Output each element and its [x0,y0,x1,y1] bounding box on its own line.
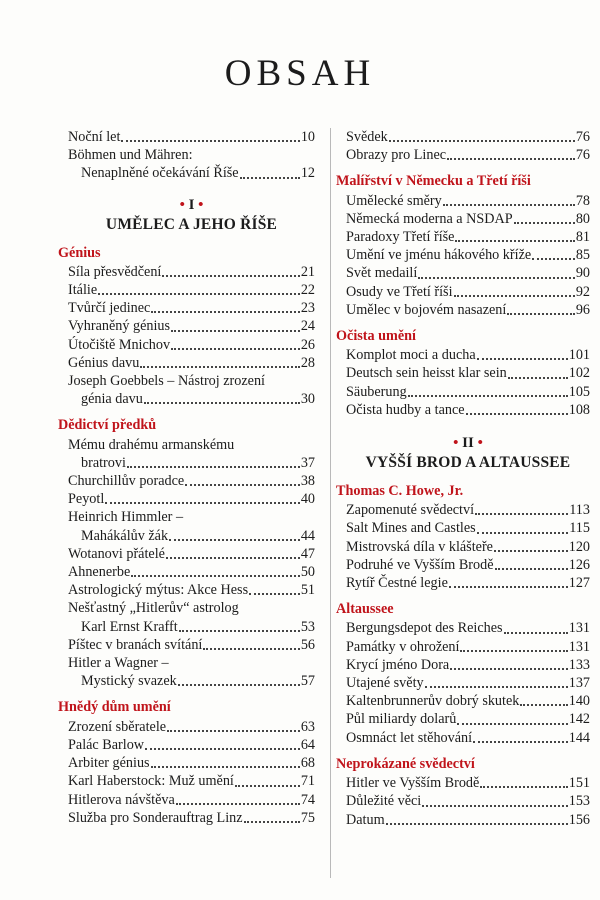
toc-entry-title: Obrazy pro Linec [346,147,447,164]
toc-entry [68,672,315,690]
toc-page-number: 108 [568,401,590,418]
toc-entry [68,490,315,508]
toc-page-number: 127 [568,575,590,592]
dot-leader [460,650,567,652]
dot-leader [127,466,300,468]
dot-leader [240,177,300,179]
toc-entry [68,299,315,317]
toc-page-number: 153 [568,793,590,810]
toc-page-number: 53 [300,618,315,635]
toc-entry [346,774,590,792]
toc-page-number: 96 [575,301,590,318]
toc-entry [68,128,315,146]
part-title: VYŠŠÍ BROD A ALTAUSSEE [365,454,571,472]
toc-entry-title: Paradoxy Třetí říše [346,229,455,246]
toc-page-number: 12 [300,165,315,182]
dot-leader [457,723,567,725]
dot-leader [131,575,300,577]
toc-entry-title: Mistrovská díla v klášteře [346,538,493,555]
toc-entry-title: Hitlerova návštěva [68,791,175,808]
toc-entry-title: Karl Ernst Krafft [81,618,178,635]
toc-entry [68,791,315,809]
dot-leader [389,140,575,142]
toc-page-number: 120 [568,538,590,555]
dot-leader [520,704,567,706]
toc-entry-title: Svět medailí [346,265,418,282]
toc-entry-title: Hitler ve Vyšším Brodě [346,775,480,792]
toc-entry [346,364,590,382]
dot-leader [166,557,300,559]
toc-entry [68,809,315,827]
toc-entry-title: Nenaplněné očekávání Říše [81,165,239,182]
toc-page-number: 50 [300,564,315,581]
toc-entry-title: Noční let [68,129,121,145]
toc-entry-line: Hitler a Wagner – [68,655,169,672]
toc-entry [68,281,315,299]
toc-entry-title: Säuberung [346,383,407,400]
toc-entry [346,246,590,264]
toc-page-number: 74 [300,791,315,808]
toc-entry-title: Německá moderna a NSDAP [346,210,513,227]
dot-leader [408,395,568,397]
dot-leader [514,222,575,224]
dot-leader [162,275,299,277]
toc-entry-title: Síla přesvědčení [68,263,162,280]
dot-leader [454,295,575,297]
toc-entry-title: Vyhraněný génius [68,318,171,335]
toc-entry-title: Utajené světy [346,675,424,692]
toc-entry-title: Tvůrčí jedinec [68,300,151,317]
toc-page-number: 56 [300,636,315,653]
toc-entry [346,283,590,301]
part-numeral: • II • [453,435,483,452]
dot-leader [121,140,299,142]
toc-page-number: 30 [300,391,315,408]
toc-entry-title: Peyotl [68,491,105,508]
dot-leader [475,513,568,515]
section-heading: Génius [58,244,101,261]
toc-entry [68,581,315,599]
dot-leader [443,204,575,206]
toc-entry-title: Churchillův poradce [68,473,185,490]
toc-entry-title: Podruhé ve Vyšším Brodě [346,556,494,573]
toc-entry [68,317,315,335]
toc-page-number: 115 [569,520,590,537]
dot-leader [144,402,300,404]
toc-entry [346,501,590,519]
dot-leader [480,786,567,788]
toc-entry [346,729,590,747]
part-title: UMĚLEC A JEHO ŘÍŠE [105,215,278,233]
toc-entry [346,146,590,164]
dot-leader [151,311,299,313]
toc-entry-line: Nešťastný „Hitlerův“ astrolog [68,600,239,617]
toc-entry-title: Píštec v branách svítání [68,636,203,653]
dot-leader [449,586,568,588]
toc-sections-left [58,244,315,827]
toc-entry-title: Karl Haberstock: Muž umění [68,773,234,790]
toc-entry-title: Mystický svazek [81,673,177,690]
toc-page-number: 140 [568,693,590,710]
toc-page-number: 85 [575,247,590,264]
toc-entry [346,692,590,710]
toc-entry-title: Komplot moci a ducha [346,347,476,364]
toc-page-number: 131 [568,620,590,637]
toc-entry [346,574,590,592]
part-numeral: • I • [179,196,204,213]
toc-page-number: 47 [300,545,315,562]
section-heading: Hnědý dům umění [58,699,171,716]
toc-page-number: 68 [300,755,315,772]
toc-page-number: 126 [568,556,590,573]
dot-leader [167,730,300,732]
toc-entry-title: Umění ve jménu hákového kříže [346,247,532,264]
toc-entry-line: Mému drahému armanskému [68,436,235,453]
toc-page-number: 24 [300,318,315,335]
toc-page-number: 40 [300,491,315,508]
toc-page-number: 76 [575,129,590,145]
toc-page-number: 105 [568,383,590,400]
toc-entry [346,128,590,146]
toc-entry [346,538,590,556]
part-heading-1 [68,196,315,236]
toc-page-number: 37 [300,454,315,471]
toc-entry-title: Služba pro Sonderauftrag Linz [68,809,243,826]
dot-leader [235,785,300,787]
toc-entry [346,228,590,246]
toc-page-number: 23 [300,300,315,317]
dot-leader [508,377,568,379]
toc-entry [68,618,315,636]
toc-intro-right [346,128,590,164]
toc-entry [346,556,590,574]
dot-leader [178,684,300,686]
toc-page-number: 144 [568,729,590,746]
dot-leader [447,158,575,160]
toc-entry-title: Útočiště Mnichov [68,336,171,353]
toc-page-number: 78 [575,192,590,209]
dot-leader [98,293,300,295]
toc-sections-right-b [336,482,590,829]
section-heading: Dědictví předků [58,417,157,434]
toc-entry-title: Očista hudby a tance [346,401,465,418]
toc-page-number: 64 [300,736,315,753]
toc-page-number: 151 [568,775,590,792]
toc-entry-title: Palác Barlow [68,736,145,753]
toc-page-number: 28 [300,354,315,371]
toc-entry-title: Kaltenbrunnerův dobrý skutek [346,693,520,710]
toc-entry-title: Svědek [346,129,388,145]
toc-entry [346,619,590,637]
toc-page-number: 131 [568,638,590,655]
dot-leader [466,413,568,415]
toc-entry [68,336,315,354]
dot-leader [145,748,300,750]
dot-leader [105,502,300,504]
toc-entry [346,383,590,401]
toc-entry-title: Itálie [68,282,98,299]
dot-leader [494,550,568,552]
toc-sections-right-a [336,172,590,419]
toc-entry [68,354,315,372]
dot-leader [176,803,300,805]
toc-page-number: 92 [575,283,590,300]
dot-leader [185,484,300,486]
toc-entry [68,736,315,754]
toc-intro-left [68,128,315,183]
dot-leader [151,766,300,768]
toc-entry [346,519,590,537]
toc-entry-title: Astrologický mýtus: Akce Hess [68,582,249,599]
toc-entry-title: Umělec v bojovém nasazení [346,301,507,318]
toc-entry [68,563,315,581]
toc-page-number: 137 [568,675,590,692]
dot-leader [249,593,300,595]
toc-entry [68,454,315,472]
toc-entry-line: Böhmen und Mähren: [68,147,193,164]
toc-entry [346,811,590,829]
toc-entry [346,710,590,728]
toc-entry [346,192,590,210]
part-heading-2 [346,434,590,474]
section-heading: Malířství v Německu a Třetí říši [336,173,531,190]
toc-entry-title: génia davu [81,391,143,408]
toc-entry-title: Osmnáct let stěhování [346,729,473,746]
toc-entry [346,346,590,364]
toc-entry [346,301,590,319]
toc-entry-title: Rytíř Čestné legie [346,575,448,592]
toc-entry-line: Joseph Goebbels – Nástroj zrození [68,373,265,390]
toc-entry-line: Heinrich Himmler – [68,509,184,526]
toc-entry-title: Mahákálův žák [81,527,169,544]
dot-leader [203,648,299,650]
toc-page-number: 101 [568,347,590,364]
toc-entry [346,401,590,419]
dot-leader [179,630,300,632]
dot-leader [450,668,567,670]
dot-leader [477,358,568,360]
toc-entry-title: Zapomenuté svědectví [346,502,475,519]
toc-entry-title: Zrození sběratele [68,718,167,735]
dot-leader [504,632,568,634]
toc-page-number: 71 [300,773,315,790]
toc-entry-title: Umělecké směry [346,192,442,209]
toc-page-number: 102 [568,365,590,382]
toc-page-number: 90 [575,265,590,282]
toc-page-number: 133 [568,656,590,673]
toc-entry-title: Datum [346,811,385,828]
page-title: OBSAH [224,53,376,94]
section-heading: Neprokázané svědectví [336,755,475,772]
toc-column-right [336,128,590,829]
toc-entry-title: Krycí jméno Dora [346,656,450,673]
dot-leader [169,539,300,541]
dot-leader [171,348,300,350]
toc-entry-title: Ahnenerbe [68,564,131,581]
toc-entry-title: Wotanovi přátelé [68,545,165,562]
dot-leader [171,330,300,332]
toc-entry [68,527,315,545]
toc-entry-title: Deutsch sein heisst klar sein [346,365,507,382]
toc-page-number: 80 [575,210,590,227]
toc-entry [346,792,590,810]
toc-entry [346,264,590,282]
toc-entry-title: Půl miliardy dolarů [346,711,457,728]
toc-page-number: 51 [300,582,315,599]
toc-entry [68,718,315,736]
section-heading: Očista umění [336,328,416,345]
toc-page-number: 22 [300,282,315,299]
dot-leader [495,568,568,570]
toc-page-number: 113 [569,502,590,519]
toc-column-left [58,128,315,827]
toc-entry-title: Památky v ohrožení [346,638,460,655]
toc-page-number: 156 [568,811,590,828]
dot-leader [507,313,574,315]
toc-page-number: 142 [568,711,590,728]
toc-page-number: 21 [300,263,315,280]
dot-leader [386,823,568,825]
toc-entry [346,674,590,692]
toc-entry [68,772,315,790]
toc-entry [68,390,315,408]
toc-page-number: 26 [300,336,315,353]
toc-entry-title: Arbiter génius [68,755,150,772]
section-heading: Altaussee [336,601,394,618]
toc-entry-title: Salt Mines and Castles [346,520,476,537]
toc-page-number: 63 [300,718,315,735]
toc-entry-title: Génius davu [68,354,140,371]
dot-leader [477,532,569,534]
toc-entry [68,545,315,563]
dot-leader [140,366,299,368]
dot-leader [422,805,567,807]
toc-entry-title: bratrovi [81,454,126,471]
toc-page-number: 81 [575,229,590,246]
toc-entry [346,638,590,656]
dot-leader [455,240,574,242]
toc-page-number: 38 [300,473,315,490]
toc-entry [68,636,315,654]
dot-leader [418,277,574,279]
section-heading: Thomas C. Howe, Jr. [336,483,464,500]
toc-entry-title: Osudy ve Třetí říši [346,283,453,300]
toc-entry [68,472,315,490]
toc-page-number: 75 [300,809,315,826]
toc-page-number: 57 [300,673,315,690]
dot-leader [425,686,568,688]
dot-leader [473,741,568,743]
column-divider [330,128,331,878]
toc-entry [346,656,590,674]
toc-page-number: 76 [575,147,590,164]
toc-entry [68,263,315,281]
dot-leader [244,821,300,823]
toc-page-number: 44 [300,527,315,544]
toc-entry [68,754,315,772]
toc-page-number: 10 [300,129,315,145]
dot-leader [532,258,575,260]
toc-entry-title: Důležité věci [346,793,422,810]
toc-entry [346,210,590,228]
toc-entry [68,164,315,182]
toc-entry-title: Bergungsdepot des Reiches [346,620,503,637]
